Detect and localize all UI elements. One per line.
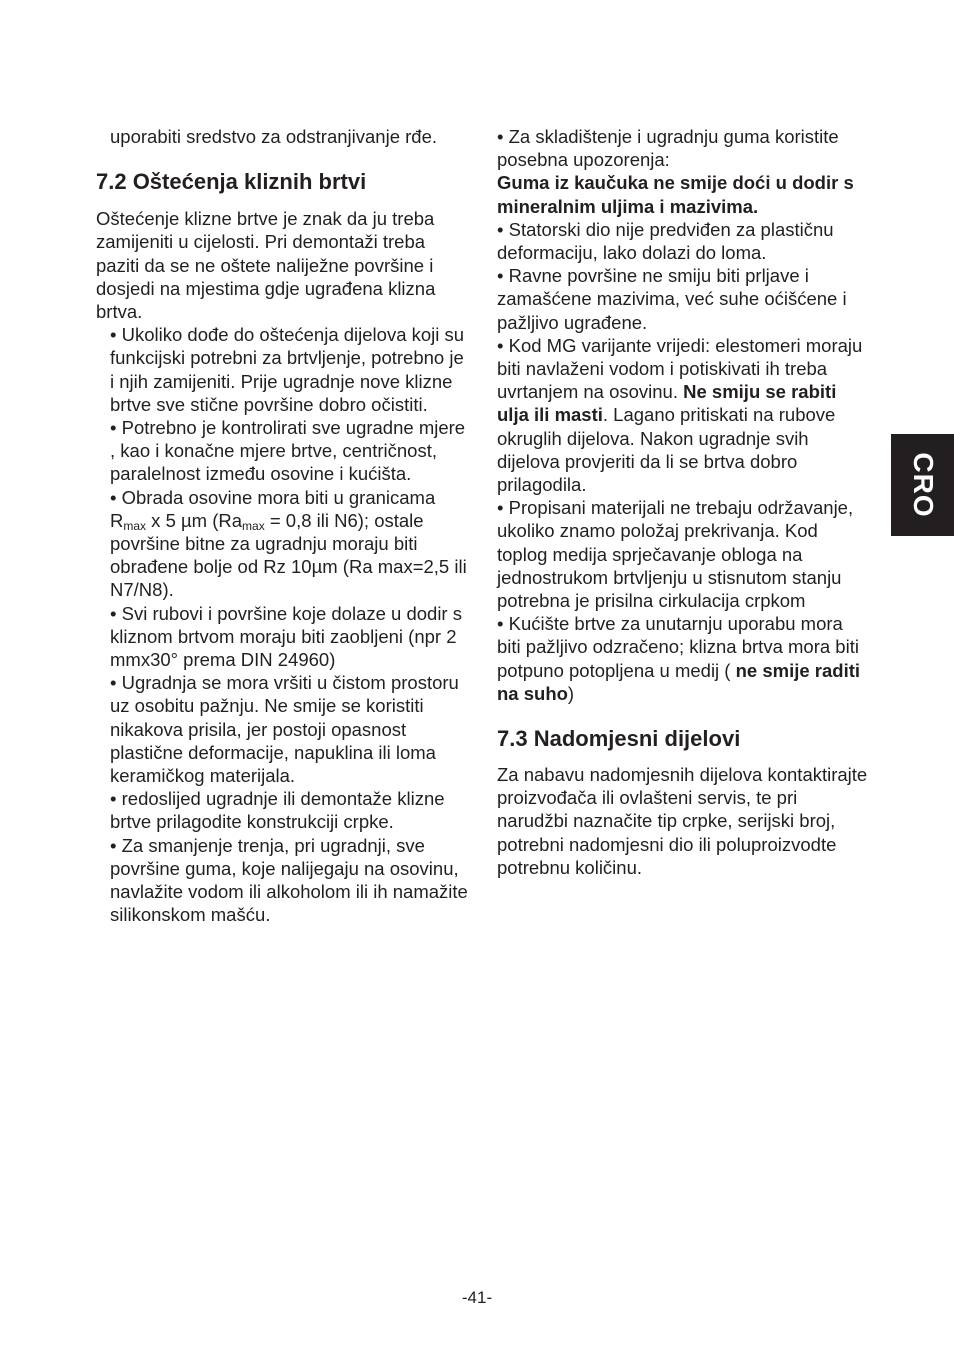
intro-continuation: uporabiti sredstvo za odstranjivanje rđe. [110,126,438,147]
section-7-3-title: 7.3 Nadomjesni dijelovi [497,726,741,752]
language-tab [891,434,954,536]
bullet-clean-installation: • Ugradnja se mora vršiti u čistom prostoru uz osobitu pažnju. Ne smije se koristiti nikakova prisila, jer postoji opasnost plastične deformacije, napuklina ili loma keramičkog materijala. [110,672,459,787]
section-7-2-paragraph: Oštećenje klizne brtve je znak da ju treba zamijeniti u cijelosti. Pri demontaži treba paziti da se ne oštete naliježne površine i dosjedi na mjestima gdje ugrađena klizna brtva. [96,208,436,323]
rubber-warning-bold: Guma iz kaučuka ne smije doći u dodir s mineralnim uljima i mazivima. [497,172,854,217]
bullet-materials: • Propisani materijali ne trebaju održavanje, ukoliko znamo položaj prekrivanja. Kod toplog medija sprječavanje obloga na jednostrukom brtvljenju u stisnutom stanju potrebna je prisilna cirkulacija crpkom [497,497,854,612]
bullet-shaft-finish: • Obrada osovine mora biti u granicama $R_{max}$ x 5 µm ($Ra_{max} = 0,8$ ili N6); ostale površine bitne za ugradnju moraju biti obrađene bolje od Rz 10µm (Ra max=2,5 ili N7/N8). [110,486,467,601]
right-column [497,125,869,879]
bullet-assembly-order: • redoslijed ugradnje ili demontaže klizne brtve prilagodite konstrukciji crpke. [110,788,445,833]
bullet-friction: • Za smanjenje trenja, pri ugradnji, sve površine guma, koje nalijegaju na osovinu, navlažite vodom ili alkoholom ili ih namažite silikonskom mašću. [110,834,468,926]
bullet-edges: • Svi rubovi i površine koje dolaze u dodir s kliznom brtvom moraju biti zaobljeni (npr 2 mmx30° prema DIN 24960) [110,602,462,671]
page-number: -41- [461,1288,493,1307]
left-column [96,125,468,927]
bullet-housing: • Kućište brtve za unutarnju uporabu mora biti pažljivo odzračeno; klizna brtva mora biti potpuno potopljena u medij ( ne smije raditi na suho) [497,613,861,704]
bullet-stator: • Statorski dio nije predviđen za plastičnu deformaciju, lako dolazi do loma. [497,218,834,264]
bullet-mg-variant: • Kod MG varijante vrijedi: elestomeri moraju biti navlaženi vodom i potiskivati ih treba uvrtanjem na osovinu. Ne smiju se rabiti ulja ili masti. Lagano pritiskati na rubove okruglih dijelova. Nakon ugradnje svih dijelova provjeriti da li se brtva dobro prilagodila. [497,334,863,496]
bullet-flat-surfaces: • Ravne površine ne smiju biti prljave i zamašćene mazivima, već suhe oćišćene i pažljivo ugrađene. [497,265,847,333]
language-tab-label: CRO [907,452,939,518]
section-7-2-title: 7.2 Oštećenja kliznih brtvi [96,169,367,195]
bullet-damaged-parts: • Ukoliko dođe do oštećenja dijelova koji su funkcijski potrebni za brtvljenje, potrebno je i njih zamijeniti. Prije ugradnje nove klizne brtve sve stične površine dobro očistiti. [110,324,465,415]
bullet-rubber-warning: • Za skladištenje i ugradnju guma koristite posebna upozorenja: [497,126,839,171]
bullet-measurements: • Potrebno je kontrolirati sve ugradne mjere , kao i konačne mjere brtve, centričnost, paralelnost između osovine i kućišta. [110,417,466,485]
section-7-3-paragraph: Za nabavu nadomjesnih dijelova kontaktirajte proizvođača ili ovlašteni servis, te pri narudžbi naznačite tip crpke, serijski broj, potrebni nadomjesni dio ili poluproizvodte potrebnu količinu. [497,764,868,878]
